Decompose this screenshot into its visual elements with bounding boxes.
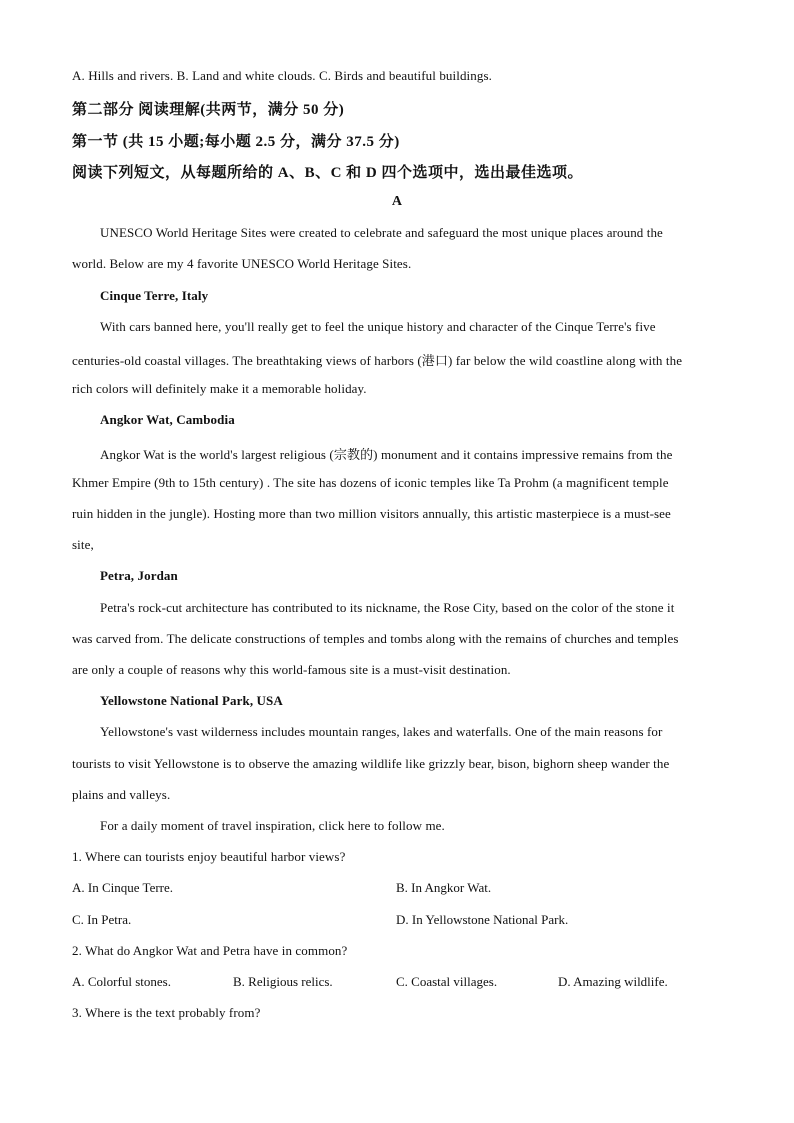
- answer-option: B. Religious relics.: [233, 974, 333, 989]
- intro-line: UNESCO World Heritage Sites were created to celebrate and safeguard the most unique places around the: [100, 225, 663, 240]
- question-stem: 2. What do Angkor Wat and Petra have in common?: [72, 943, 348, 958]
- site-paragraph-line: Petra's rock-cut architecture has contributed to its nickname, the Rose City, based on the color of the stone it: [100, 600, 675, 615]
- site-paragraph-line: was carved from. The delicate constructions of temples and tombs along with the remains of churches and temples: [72, 631, 679, 646]
- answer-option: A. Colorful stones.: [72, 974, 171, 989]
- previous-question-options: A. Hills and rivers. B. Land and white clouds. C. Birds and beautiful buildings.: [72, 68, 492, 83]
- site-paragraph-line: Yellowstone's vast wilderness includes mountain ranges, lakes and waterfalls. One of the main reasons for: [100, 724, 663, 739]
- passage-label: A: [391, 194, 403, 209]
- site-title: Petra, Jordan: [100, 568, 178, 583]
- section1-heading: 第一节 (共 15 小题;每小题 2.5 分，满分 37.5 分): [72, 134, 400, 150]
- site-paragraph-line: site,: [72, 537, 94, 552]
- intro-line: world. Below are my 4 favorite UNESCO World Heritage Sites.: [72, 256, 412, 271]
- site-paragraph-line: With cars banned here, you'll really get to feel the unique history and character of the Cinque Terre's five: [100, 319, 656, 334]
- site-paragraph-line: Angkor Wat is the world's largest religious (宗教的) monument and it contains impressive remains from the: [100, 447, 673, 462]
- site-title: Yellowstone National Park, USA: [100, 693, 283, 708]
- site-paragraph-line: tourists to visit Yellowstone is to observe the amazing wildlife like grizzly bear, bison, bighorn sheep wander the: [72, 756, 670, 771]
- site-title: Angkor Wat, Cambodia: [100, 412, 235, 427]
- closing-line: For a daily moment of travel inspiration, click here to follow me.: [100, 818, 445, 833]
- site-paragraph-line: rich colors will definitely make it a memorable holiday.: [72, 381, 367, 396]
- site-title: Cinque Terre, Italy: [100, 288, 209, 303]
- site-paragraph-line: centuries-old coastal villages. The breathtaking views of harbors (港口) far below the wild coastline along with the: [72, 353, 683, 368]
- site-paragraph-line: plains and valleys.: [72, 787, 171, 802]
- part2-heading: 第二部分 阅读理解(共两节，满分 50 分): [72, 102, 345, 118]
- answer-option: C. Coastal villages.: [396, 974, 498, 989]
- answer-option: C. In Petra.: [72, 912, 132, 927]
- site-paragraph-line: ruin hidden in the jungle). Hosting more than two million visitors annually, this artistic masterpiece is a must-see: [72, 506, 671, 521]
- question-stem: 3. Where is the text probably from?: [72, 1005, 261, 1020]
- site-paragraph-line: Khmer Empire (9th to 15th century) . The site has dozens of iconic temples like Ta Prohm (a magnificent temple: [72, 475, 669, 490]
- answer-option: D. Amazing wildlife.: [558, 974, 668, 989]
- answer-option: B. In Angkor Wat.: [396, 880, 492, 895]
- answer-option: A. In Cinque Terre.: [72, 880, 174, 895]
- site-paragraph-line: are only a couple of reasons why this world-famous site is a must-visit destination.: [72, 662, 511, 677]
- instructions: 阅读下列短文，从每题所给的 A、B、C 和 D 四个选项中，选出最佳选项。: [72, 165, 584, 181]
- question-stem: 1. Where can tourists enjoy beautiful harbor views?: [72, 849, 346, 864]
- answer-option: D. In Yellowstone National Park.: [396, 912, 569, 927]
